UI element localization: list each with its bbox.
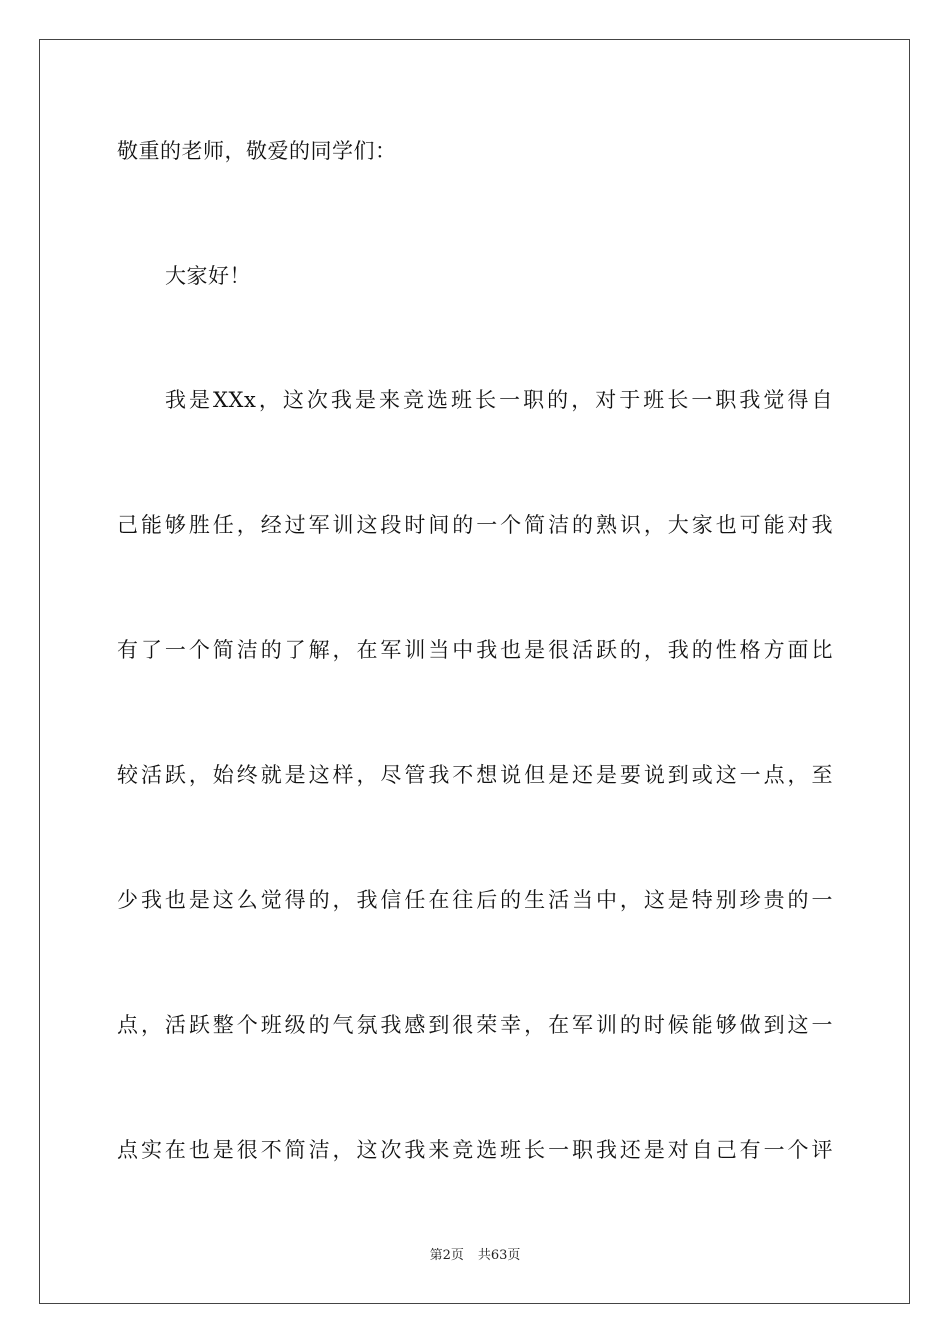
page-frame <box>39 39 910 1304</box>
body-line: 点实在也是很不简洁，这次我来竞选班长一职我还是对自己有一个评 <box>117 1138 833 1162</box>
body-line: 我是XXx，这次我是来竞选班长一职的，对于班长一职我觉得自 <box>165 388 833 412</box>
body-line: 少我也是这么觉得的，我信任在往后的生活当中，这是特别珍贵的一 <box>117 888 833 912</box>
page-footer <box>0 1247 950 1265</box>
page-number: 第2页 <box>429 1248 464 1263</box>
total-pages: 共63页 <box>477 1248 521 1263</box>
body-line: 较活跃，始终就是这样，尽管我不想说但是还是要说到或这一点，至 <box>117 763 833 787</box>
greeting: 大家好！ <box>165 264 251 288</box>
body-line: 有了一个简洁的了解，在军训当中我也是很活跃的，我的性格方面比 <box>117 638 833 662</box>
salutation: 敬重的老师，敬爱的同学们： <box>117 139 397 163</box>
body-line: 己能够胜任，经过军训这段时间的一个简洁的熟识，大家也可能对我 <box>117 513 833 537</box>
body-line: 点，活跃整个班级的气氛我感到很荣幸，在军训的时候能够做到这一 <box>117 1013 833 1037</box>
